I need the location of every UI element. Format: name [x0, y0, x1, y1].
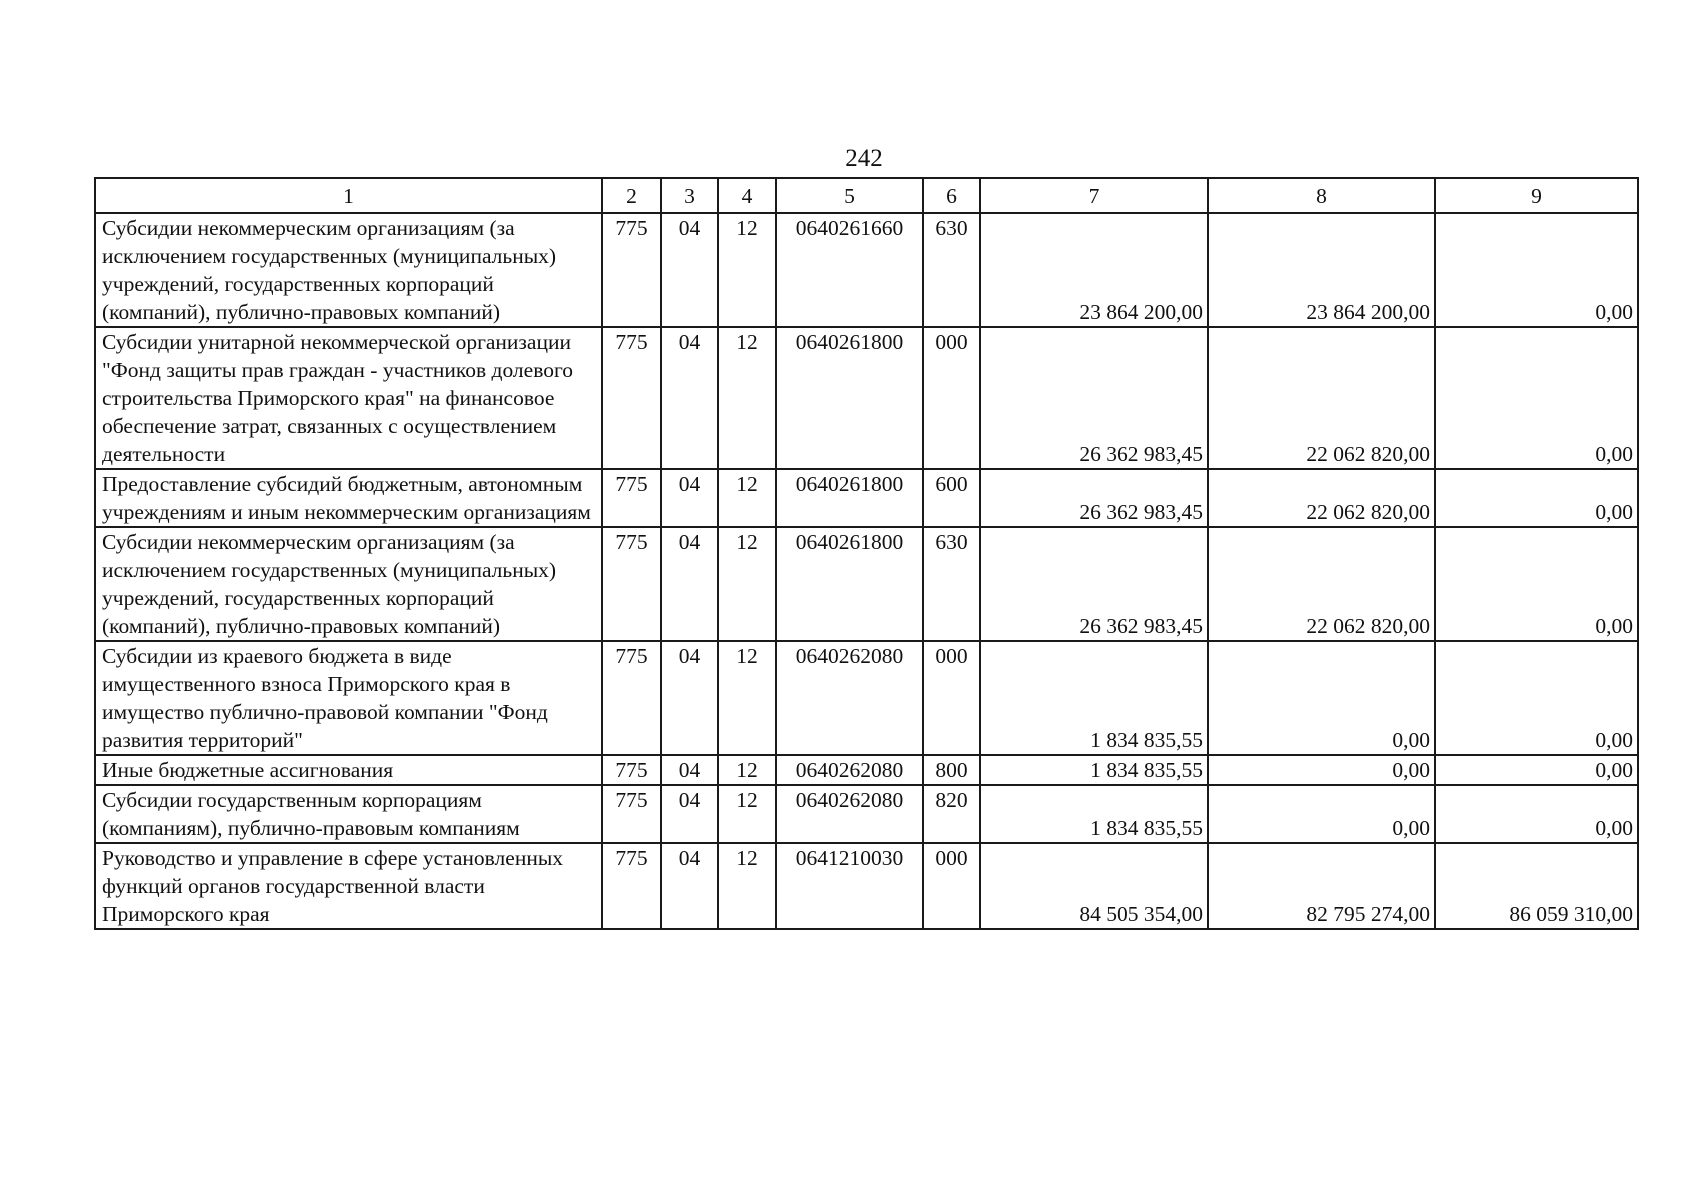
column-header-7: 7: [980, 178, 1208, 213]
column-header-5: 5: [776, 178, 923, 213]
section-code: 04: [661, 843, 718, 929]
expense-type-code: 820: [923, 785, 980, 843]
amount-col-7: 1 834 835,55: [980, 785, 1208, 843]
column-header-3: 3: [661, 178, 718, 213]
subsection-code: 12: [718, 213, 776, 327]
row-name: Руководство и управление в сфере установленных функций органов государственной власти Приморского края: [95, 843, 602, 929]
row-name: Иные бюджетные ассигнования: [95, 755, 602, 785]
ministry-code: 775: [602, 641, 661, 755]
amount-col-7: 1 834 835,55: [980, 755, 1208, 785]
target-article-code: 0641210030: [776, 843, 923, 929]
ministry-code: 775: [602, 213, 661, 327]
section-code: 04: [661, 469, 718, 527]
column-header-6: 6: [923, 178, 980, 213]
row-name: Субсидии некоммерческим организациям (за исключением государственных (муниципальных) учреждений, государственных корпораций (компаний), публично-правовых компаний): [95, 527, 602, 641]
amount-col-8: 82 795 274,00: [1208, 843, 1435, 929]
expense-type-code: 600: [923, 469, 980, 527]
table-row: [95, 527, 1638, 641]
amount-col-7: 26 362 983,45: [980, 327, 1208, 469]
table-row: [95, 213, 1638, 327]
section-code: 04: [661, 327, 718, 469]
row-name: Субсидии унитарной некоммерческой организации "Фонд защиты прав граждан - участников долевого строительства Приморского края" на финансовое обеспечение затрат, связанных с осуществлением деятельности: [95, 327, 602, 469]
amount-col-9: 0,00: [1435, 755, 1638, 785]
table-row: [95, 469, 1638, 527]
ministry-code: 775: [602, 843, 661, 929]
target-article-code: 0640261800: [776, 527, 923, 641]
expense-type-code: 800: [923, 755, 980, 785]
subsection-code: 12: [718, 755, 776, 785]
amount-col-8: 0,00: [1208, 785, 1435, 843]
column-header-2: 2: [602, 178, 661, 213]
row-name: Субсидии из краевого бюджета в виде имущественного взноса Приморского края в имущество публично-правовой компании "Фонд развития территорий": [95, 641, 602, 755]
ministry-code: 775: [602, 527, 661, 641]
expense-type-code: 000: [923, 641, 980, 755]
row-name: Субсидии некоммерческим организациям (за исключением государственных (муниципальных) учреждений, государственных корпораций (компаний), публично-правовых компаний): [95, 213, 602, 327]
table-row: [95, 327, 1638, 469]
subsection-code: 12: [718, 527, 776, 641]
ministry-code: 775: [602, 785, 661, 843]
amount-col-9: 0,00: [1435, 527, 1638, 641]
subsection-code: 12: [718, 469, 776, 527]
ministry-code: 775: [602, 469, 661, 527]
row-name: Предоставление субсидий бюджетным, автономным учреждениям и иным некоммерческим организациям: [95, 469, 602, 527]
amount-col-8: 22 062 820,00: [1208, 469, 1435, 527]
expense-type-code: 000: [923, 327, 980, 469]
target-article-code: 0640261800: [776, 327, 923, 469]
table-row: [95, 843, 1638, 929]
budget-table: [94, 177, 1639, 930]
expense-type-code: 000: [923, 843, 980, 929]
table-row: [95, 785, 1638, 843]
amount-col-9: 0,00: [1435, 327, 1638, 469]
amount-col-9: 0,00: [1435, 213, 1638, 327]
expense-type-code: 630: [923, 213, 980, 327]
amount-col-8: 0,00: [1208, 641, 1435, 755]
target-article-code: 0640261800: [776, 469, 923, 527]
table-row: [95, 641, 1638, 755]
target-article-code: 0640262080: [776, 641, 923, 755]
ministry-code: 775: [602, 755, 661, 785]
amount-col-7: 1 834 835,55: [980, 641, 1208, 755]
subsection-code: 12: [718, 327, 776, 469]
target-article-code: 0640262080: [776, 755, 923, 785]
subsection-code: 12: [718, 641, 776, 755]
section-code: 04: [661, 755, 718, 785]
amount-col-7: 26 362 983,45: [980, 469, 1208, 527]
column-header-8: 8: [1208, 178, 1435, 213]
column-header-4: 4: [718, 178, 776, 213]
amount-col-9: 86 059 310,00: [1435, 843, 1638, 929]
amount-col-7: 26 362 983,45: [980, 527, 1208, 641]
target-article-code: 0640262080: [776, 785, 923, 843]
amount-col-7: 23 864 200,00: [980, 213, 1208, 327]
section-code: 04: [661, 785, 718, 843]
row-name: Субсидии государственным корпорациям (компаниям), публично-правовым компаниям: [95, 785, 602, 843]
table-row: [95, 755, 1638, 785]
subsection-code: 12: [718, 785, 776, 843]
amount-col-8: 23 864 200,00: [1208, 213, 1435, 327]
section-code: 04: [661, 213, 718, 327]
amount-col-8: 22 062 820,00: [1208, 527, 1435, 641]
page-number: 242: [845, 145, 883, 172]
header-row: [95, 178, 1638, 213]
amount-col-9: 0,00: [1435, 641, 1638, 755]
column-header-9: 9: [1435, 178, 1638, 213]
section-code: 04: [661, 641, 718, 755]
subsection-code: 12: [718, 843, 776, 929]
column-header-1: 1: [95, 178, 602, 213]
expense-type-code: 630: [923, 527, 980, 641]
ministry-code: 775: [602, 327, 661, 469]
amount-col-9: 0,00: [1435, 785, 1638, 843]
amount-col-8: 0,00: [1208, 755, 1435, 785]
section-code: 04: [661, 527, 718, 641]
amount-col-8: 22 062 820,00: [1208, 327, 1435, 469]
amount-col-9: 0,00: [1435, 469, 1638, 527]
amount-col-7: 84 505 354,00: [980, 843, 1208, 929]
target-article-code: 0640261660: [776, 213, 923, 327]
